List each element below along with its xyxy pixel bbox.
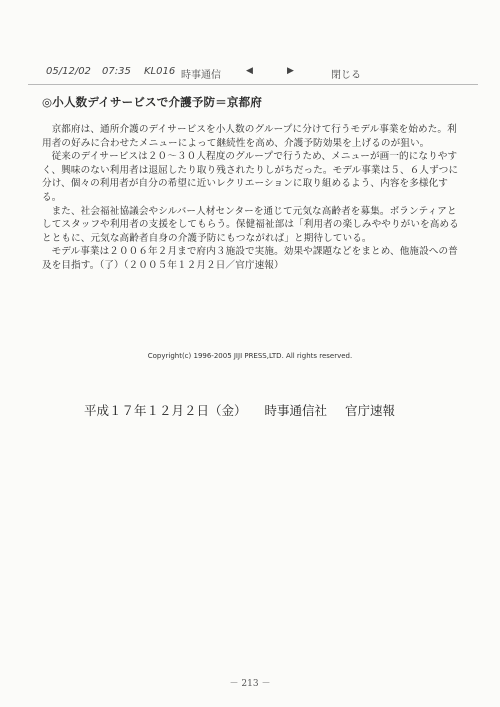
article-title [42, 94, 462, 110]
paragraph: また、社会福祉協議会やシルバー人材センターを通じて元気な高齢者を募集。ボランティアとしてスタッフや利用者の支援をしてもらう。保健福祉部は「利用者の楽しみややりがいを高めるとともに、元気な高齢者自身の介護予防にもつながれば」と期待している。 [42, 205, 459, 244]
page-number: － 213 － [229, 679, 271, 689]
paragraph: 京都府は、通所介護のデイサービスを小人数のグループに分けて行うモデル事業を始めた。利用者の好みに合わせたメニューによって継続性を高め、介護予防効果を上げるのが狙い。 [42, 124, 457, 149]
footer-publication: 官庁速報 [345, 403, 396, 418]
triangle-right-icon[interactable]: ▶ [287, 66, 294, 76]
close-button[interactable]: 閉じる [331, 70, 361, 81]
copyright-notice: Copyright(c) 1996-2005 JIJI PRESS,LTD. All rights reserved. [147, 352, 353, 360]
article-header-bar [28, 62, 478, 85]
article-body [42, 123, 460, 273]
header-code: KL016 [144, 66, 176, 77]
header-date: 05/12/02 [46, 66, 91, 77]
footer-publisher: 時事通信社 [264, 403, 328, 418]
header-source: 時事通信 [181, 70, 221, 81]
publication-footer [84, 401, 409, 419]
paragraph: モデル事業は２００６年２月まで府内３施設で実施。効果や課題などをまとめ、他施設への普及を目指す。（了）（２００５年１２月２日／官庁速報） [42, 246, 458, 271]
triangle-left-icon[interactable]: ◀ [246, 66, 253, 76]
title-text: 小人数デイサービスで介護予防＝京都府 [52, 95, 263, 109]
title-mark: ◎ [42, 95, 53, 109]
footer-date: 平成１７年１２月２日（金） [84, 403, 247, 418]
paragraph: 従来のデイサービスは２０～３０人程度のグループで行うため、メニューが画一的になりやすく、興味のない利用者は退屈したり取り残されたりしがちだった。モデル事業は５、６人ずつに分け、個々の利用者が自分の希望に近いレクリエーションに取り組めるよう、内容を多様化する。 [42, 151, 459, 203]
header-time: 07:35 [102, 66, 131, 77]
